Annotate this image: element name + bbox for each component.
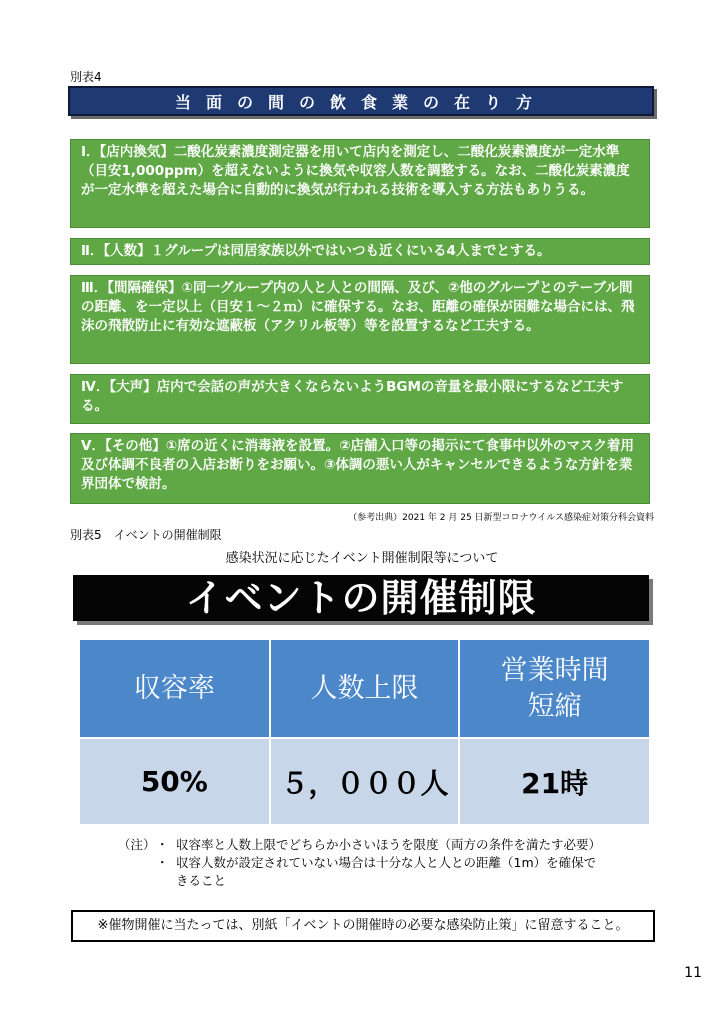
event-notice-box: ※催物開催に当たっては、別紙「イベントの開催時の必要な感染防止策」に留意すること。: [71, 910, 655, 942]
header-business-hours-text: 営業時間 短縮: [500, 654, 609, 722]
table4-title: 当面の間の飲食業の在り方: [68, 86, 654, 116]
header-people-limit: 人数上限: [270, 640, 460, 738]
value-business-hours: 21時: [459, 738, 649, 824]
note-line: 収容率と人数上限でどちらか小さいほうを限度（両方の条件を満たす必要）: [176, 837, 602, 852]
table-notes: [118, 836, 601, 890]
value-people-limit: ５，０００人: [270, 738, 460, 824]
table5-subtitle: 感染状況に応じたイベント開催制限等について: [225, 551, 499, 566]
header-capacity-rate: 収容率: [80, 640, 270, 738]
guideline-item-group-size: Ⅱ．【人数】１グループは同居家族以外ではいつも近くにいる4人までとする。: [70, 238, 650, 265]
page-number: 11: [684, 965, 702, 981]
guideline-item-loud-voice: Ⅳ．【大声】店内で会話の声が大きくならないようBGMの音量を最小限にするなど工夫する。: [70, 374, 650, 424]
guideline-item-other: Ⅴ．【その他】①席の近くに消毒液を設置。②店舗入口等の掲示にて食事中以外のマスク着用及び体調不良者の入店お断りをお願い。③体調の悪い人がキャンセルできるような方針を業界団体で検討。: [70, 433, 650, 504]
note-line: 収容人数が設定されていない場合は十分な人と人との距離（1m）を確保で: [176, 855, 597, 870]
guideline-item-spacing: Ⅲ．【間隔確保】①同一グループ内の人と人との間隔、及び、②他のグループとのテーブル間の距離、を一定以上（目安１～２ｍ）に確保する。なお、距離の確保が困難な場合には、飛沫の飛散防止に有効な遮蔽板（アクリル板等）等を設置するなど工夫する。: [70, 275, 650, 364]
event-limit-table: [80, 640, 649, 824]
table4-label: 別表4: [70, 70, 102, 84]
value-capacity-rate: 50%: [80, 738, 270, 824]
bullet-icon: ・: [156, 855, 169, 870]
note-line: きること: [176, 873, 227, 888]
bullet-icon: ・: [156, 837, 169, 852]
event-limit-banner: イベントの開催制限: [73, 575, 649, 621]
notes-prefix: （注）: [118, 837, 156, 852]
table5-label: 別表5 イベントの開催制限: [70, 528, 222, 542]
header-business-hours: [459, 640, 649, 738]
source-note: （参考出典）2021 年 2 月 25 日新型コロナウイルス感染症対策分科会資料: [348, 513, 654, 523]
guideline-item-ventilation: Ⅰ．【店内換気】二酸化炭素濃度測定器を用いて店内を測定し、二酸化炭素濃度が一定水準（目安1,000ppm）を超えないように換気や収容人数を調整する。なお、二酸化炭素濃度が一定水準を超えた場合に自動的に換気が行われる技術を導入する方法もありうる。: [70, 139, 650, 228]
